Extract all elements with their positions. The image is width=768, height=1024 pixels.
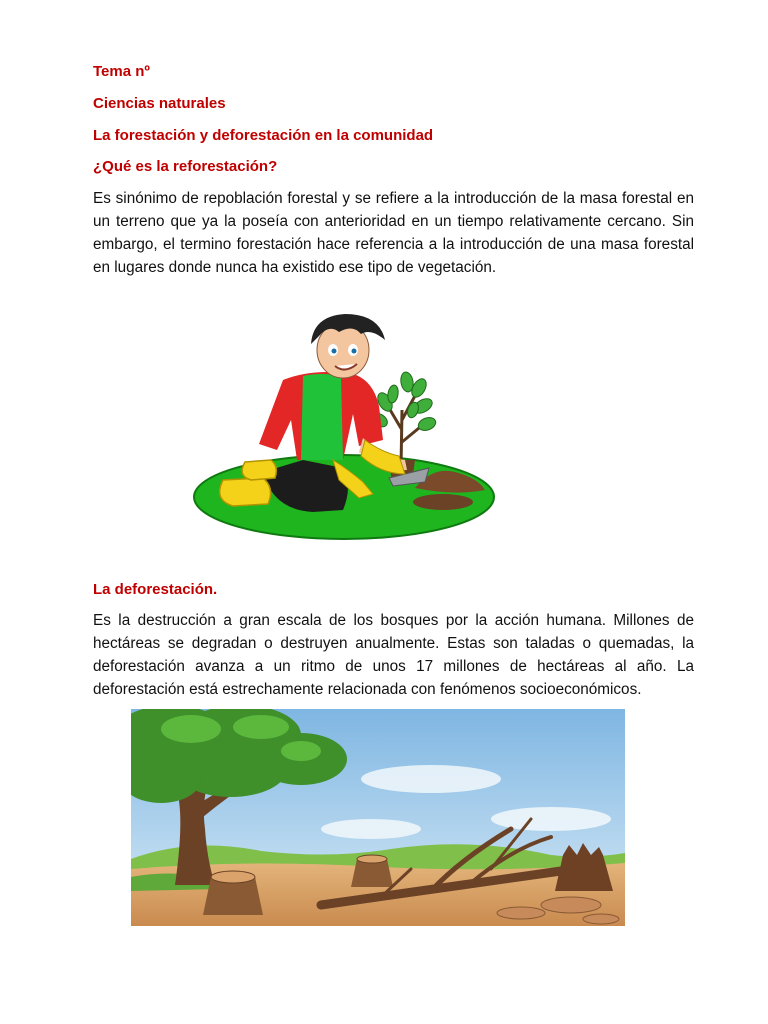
boy-planting-tree-illustration (193, 310, 495, 542)
boy-boot-right (242, 460, 276, 480)
deforestation-heading: La deforestación. (93, 581, 218, 598)
subject-title: Ciencias naturales (93, 95, 226, 112)
boy-boot-left (220, 478, 271, 506)
main-title: La forestación y deforestación en la comunidad (93, 127, 434, 144)
reforestation-heading: ¿Qué es la reforestación? (93, 158, 278, 175)
dirt-hole (413, 494, 473, 510)
boy-planting-tree-drawing (193, 310, 495, 542)
boy-shirt-front (301, 374, 343, 460)
deforestation-illustration (131, 709, 625, 926)
reforestation-paragraph: Es sinónimo de repoblación forestal y se refiere a la introducción de la masa forestal en un terreno que ya la poseía con anterioridad en un tiempo relativamente cercano. Sin embargo, el termino forestación hace referencia a la introducción de una masa forestal en lugares donde nunca ha existido ese tipo de vegetación. (93, 190, 694, 276)
topic-label: Tema nº (93, 63, 150, 80)
deforestation-drawing (131, 709, 625, 926)
deforestation-paragraph: Es la destrucción a gran escala de los bosques por la acción humana. Millones de hectáreas se degradan o destruyen anualmente. Estas son taladas o quemadas, la deforestación avanza a un ritmo de unos 17 millones de hectáreas al año. La deforestación está estrechamente relacionada con fenómenos socioeconómicos. (93, 612, 694, 698)
